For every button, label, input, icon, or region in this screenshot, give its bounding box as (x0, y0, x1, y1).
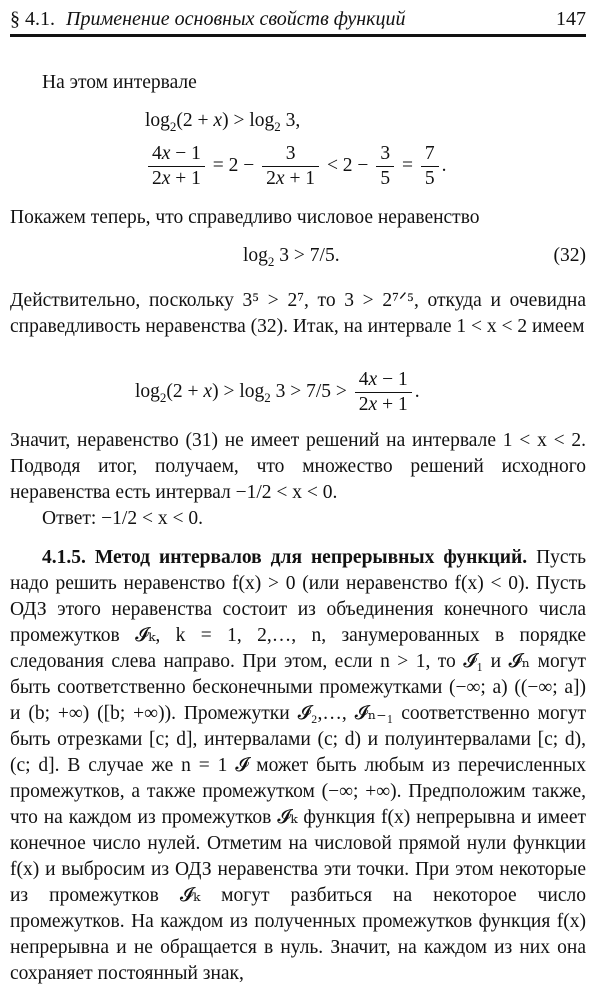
equation-chain: $\log_2(2 + x) > \log_2 3 > 7/5$ > $\frac{4x - 1}{2x + 1}$ . (135, 369, 420, 415)
running-header (10, 10, 586, 37)
paragraph-show-now: Покажем теперь, что справедливо числовое неравенство (10, 207, 480, 228)
section-number: § 4.1. (10, 8, 55, 30)
paragraph-indeed: Действительно, поскольку 3⁵ > 2⁷, то 3 > 2⁷ᐟ⁵, откуда и очевидна справедливость неравенства (32). Итак, на интервале 1 < x < 2 имеем (10, 290, 586, 337)
paragraph-hence: Значит, неравенство (31) не имеет решений на интервале 1 < x < 2. Подводя итог, получаем, что множество решений исходного неравенства есть интервал −1/2 < x < 0. (10, 430, 586, 503)
chapter-title: Применение основных свойств функций (66, 8, 406, 30)
page-number: 147 (556, 8, 586, 30)
equation-fraction-inequality: $\frac{4x - 1}{2x + 1}$ = 2 − $\frac{3}{2x + 1}$ < 2 − $\frac{3}{5}$ = $\frac{7}{5}$ . (145, 142, 446, 191)
section-heading: 4.1.5. Метод интервалов для непрерывных функций. (42, 547, 528, 568)
equation-number-32: (32) (553, 245, 586, 266)
paragraph-answer: Ответ: −1/2 < x < 0. (42, 508, 203, 529)
section-4-1-5 (10, 545, 586, 987)
equation-log-inequality: $\log_2(2 + x) > \log_2 3$, (145, 110, 301, 134)
paragraph-intro: На этом интервале (42, 72, 197, 93)
section-body: Пусть надо решить неравенство f(x) > 0 (или неравенство f(x) < 0). Пусть ОДЗ этого неравенства состоит из объединения конечного числа промежутков 𝓘ₖ, k = 1, 2,…, n, занумерованных в порядке следования слева направо. При этом, если n > 1, то 𝓘₁ и 𝓘ₙ могут быть соответственно бесконечными промежутками (−∞; a) ((−∞; a]) и (b; +∞) ([b; +∞)). Промежутки 𝓘₂,…, 𝓘ₙ₋₁ соответственно могут быть отрезками [c; d], интервалами (c; d) и полуинтервалами [c; d), (c; d]. В случае же n = 1 𝓘 может быть любым из перечисленных промежутков, а также промежутком (−∞; +∞). Предположим также, что на каждом из промежутков 𝓘ₖ функция f(x) непрерывна и имеет конечное число нулей. Отметим на числовой прямой нули функции f(x) и выбросим из ОДЗ неравенства эти точки. При этом некоторые из промежутков 𝓘ₖ могут разбиться на некоторое число промежутков. На каждом из полученных промежутков функция f(x) непрерывна и не обращается в нуль. Значит, на каждом из них она сохраняет постоянный знак, (10, 547, 586, 984)
equation-32: $\log_2 3 > 7/5$. (243, 245, 340, 269)
